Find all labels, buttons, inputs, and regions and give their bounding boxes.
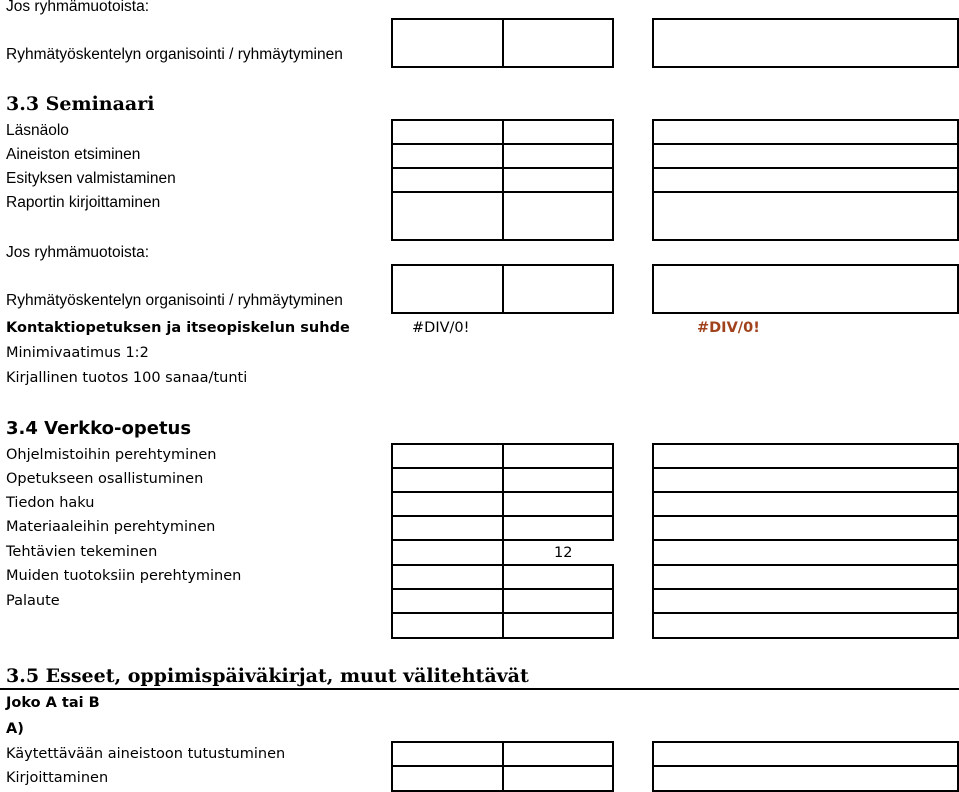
- input-cell[interactable]: [502, 515, 614, 541]
- row-label: Läsnäolo: [6, 122, 69, 139]
- input-cell[interactable]: [502, 467, 614, 493]
- input-cell[interactable]: [652, 467, 959, 493]
- input-cell[interactable]: [391, 119, 504, 145]
- input-cell[interactable]: [391, 564, 504, 590]
- input-cell[interactable]: [502, 119, 614, 145]
- group-work-label: Jos ryhmämuotoista:: [6, 0, 149, 15]
- input-cell[interactable]: [502, 143, 614, 169]
- row-label: Muiden tuotoksiin perehtyminen: [6, 568, 242, 584]
- either-label: Joko A tai B: [6, 695, 100, 711]
- input-cell[interactable]: [652, 191, 959, 241]
- row-label: Materiaaleihin perehtyminen: [6, 519, 216, 535]
- input-cell[interactable]: [652, 741, 959, 767]
- input-cell[interactable]: [652, 612, 959, 639]
- input-cell[interactable]: [391, 588, 504, 614]
- input-cell[interactable]: [652, 564, 959, 590]
- input-cell[interactable]: [652, 491, 959, 517]
- input-cell[interactable]: [391, 167, 504, 193]
- option-a-label: A): [6, 721, 24, 737]
- input-cell[interactable]: [502, 443, 614, 469]
- contact-ratio-label: Kontaktiopetuksen ja itseopiskelun suhde: [6, 320, 350, 336]
- input-cell[interactable]: [391, 143, 504, 169]
- input-cell[interactable]: [652, 167, 959, 193]
- input-cell[interactable]: [502, 588, 614, 614]
- row-label: Palaute: [6, 593, 60, 609]
- input-cell[interactable]: [502, 191, 614, 241]
- row-label: Käytettävään aineistoon tutustuminen: [6, 746, 286, 762]
- section-heading-seminaari: 3.3 Seminaari: [6, 93, 155, 115]
- input-cell[interactable]: [652, 515, 959, 541]
- contact-ratio-value: #DIV/0!: [412, 320, 470, 336]
- input-cell[interactable]: [652, 588, 959, 614]
- input-cell[interactable]: [652, 143, 959, 169]
- input-cell[interactable]: [502, 741, 614, 767]
- input-cell[interactable]: [502, 564, 614, 590]
- input-cell[interactable]: [652, 539, 959, 565]
- input-cell[interactable]: [652, 443, 959, 469]
- input-cell[interactable]: [502, 167, 614, 193]
- input-cell[interactable]: [391, 741, 504, 767]
- group-work-label: Jos ryhmämuotoista:: [6, 244, 149, 261]
- minimum-requirement-label: Minimivaatimus 1:2: [6, 345, 149, 361]
- input-cell[interactable]: [502, 491, 614, 517]
- tasks-hours-value: 12: [554, 545, 573, 561]
- section-heading-esseet: 3.5 Esseet, oppimispäiväkirjat, muut välitehtävät: [6, 665, 529, 687]
- input-cell[interactable]: [502, 18, 614, 68]
- input-cell[interactable]: [652, 765, 959, 792]
- input-cell[interactable]: [502, 765, 614, 792]
- input-cell[interactable]: [502, 612, 614, 639]
- group-organizing-label: Ryhmätyöskentelyn organisointi / ryhmäytyminen: [6, 46, 343, 63]
- input-cell[interactable]: [391, 467, 504, 493]
- row-label: Raportin kirjoittaminen: [6, 194, 161, 211]
- input-cell[interactable]: [391, 18, 504, 68]
- row-label: Ohjelmistoihin perehtyminen: [6, 447, 217, 463]
- input-cell[interactable]: [502, 264, 614, 314]
- row-label: Tiedon haku: [6, 495, 95, 511]
- input-cell[interactable]: [652, 119, 959, 145]
- input-cell[interactable]: [652, 18, 959, 68]
- row-label: Opetukseen osallistuminen: [6, 471, 204, 487]
- row-label: Aineiston etsiminen: [6, 146, 141, 163]
- input-cell[interactable]: [391, 539, 504, 565]
- input-cell[interactable]: [391, 515, 504, 541]
- input-cell[interactable]: [391, 443, 504, 469]
- input-cell[interactable]: [391, 491, 504, 517]
- input-cell[interactable]: [652, 264, 959, 314]
- section-heading-verkko-opetus: 3.4 Verkko-opetus: [6, 418, 192, 439]
- row-label: Esityksen valmistaminen: [6, 170, 176, 187]
- row-label: Tehtävien tekeminen: [6, 544, 158, 560]
- input-cell[interactable]: [391, 612, 504, 639]
- contact-ratio-error-value: #DIV/0!: [697, 320, 760, 336]
- input-cell[interactable]: [391, 765, 504, 792]
- group-organizing-label: Ryhmätyöskentelyn organisointi / ryhmäytyminen: [6, 292, 343, 309]
- row-label: Kirjoittaminen: [6, 770, 109, 786]
- section-divider: [0, 688, 959, 690]
- written-output-label: Kirjallinen tuotos 100 sanaa/tunti: [6, 370, 248, 386]
- input-cell[interactable]: [391, 191, 504, 241]
- input-cell[interactable]: [391, 264, 504, 314]
